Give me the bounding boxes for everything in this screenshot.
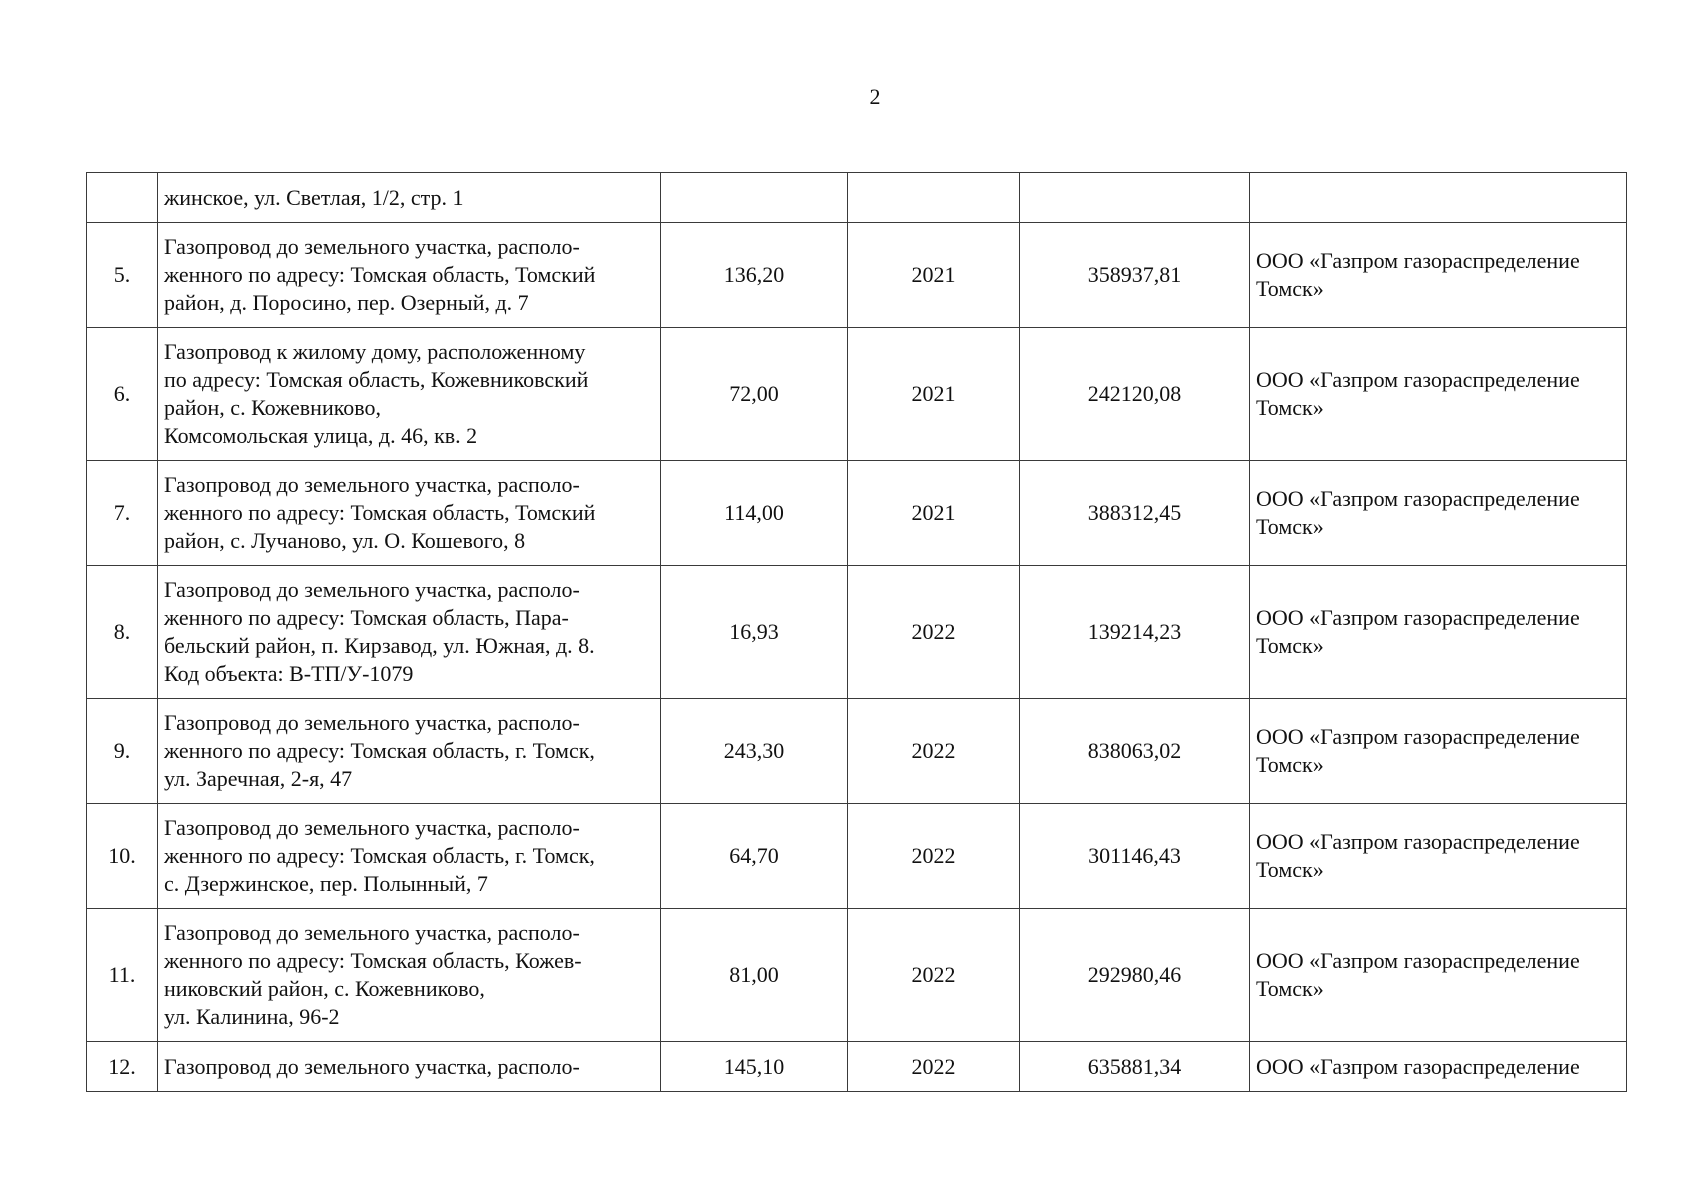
owner-organization: ООО «Газпром газораспределение Томск» (1250, 804, 1627, 909)
object-cost: 139214,23 (1020, 566, 1250, 699)
commission-year: 2022 (848, 699, 1020, 804)
page-number: 2 (869, 84, 881, 109)
row-number: 7. (87, 461, 158, 566)
table-row (87, 804, 1627, 909)
commission-year: 2022 (848, 566, 1020, 699)
object-name: жинское, ул. Светлая, 1/2, стр. 1 (158, 173, 661, 223)
row-number: 5. (87, 223, 158, 328)
commission-year: 2022 (848, 804, 1020, 909)
object-cost: 242120,08 (1020, 328, 1250, 461)
object-name: Газопровод до земельного участка, располо- женного по адресу: Томская область, Пара- бельский район, п. Кирзавод, ул. Южная, д. 8. Код объекта: В-ТП/У-1079 (158, 566, 661, 699)
commission-year: 2021 (848, 328, 1020, 461)
row-number: 10. (87, 804, 158, 909)
object-cost: 301146,43 (1020, 804, 1250, 909)
table-row (87, 223, 1627, 328)
row-number: 11. (87, 909, 158, 1042)
table-row (87, 1042, 1627, 1092)
table-row (87, 461, 1627, 566)
owner-organization: ООО «Газпром газораспределение (1250, 1042, 1627, 1092)
owner-organization: ООО «Газпром газораспределение Томск» (1250, 461, 1627, 566)
owner-organization: ООО «Газпром газораспределение Томск» (1250, 328, 1627, 461)
owner-organization: ООО «Газпром газораспределение Томск» (1250, 223, 1627, 328)
object-cost: 358937,81 (1020, 223, 1250, 328)
commission-year: 2021 (848, 461, 1020, 566)
commission-year (848, 173, 1020, 223)
row-number (87, 173, 158, 223)
object-name: Газопровод до земельного участка, располо- женного по адресу: Томская область, Томский район, д. Поросино, пер. Озерный, д. 7 (158, 223, 661, 328)
object-cost: 388312,45 (1020, 461, 1250, 566)
object-name: Газопровод до земельного участка, располо- женного по адресу: Томская область, г. Томск, с. Дзержинское, пер. Полынный, 7 (158, 804, 661, 909)
table-row (87, 566, 1627, 699)
table-row (87, 909, 1627, 1042)
commission-year: 2022 (848, 909, 1020, 1042)
object-cost (1020, 173, 1250, 223)
gas-pipeline-registry-table (86, 172, 1627, 1092)
table-row (87, 699, 1627, 804)
pipeline-length: 136,20 (661, 223, 848, 328)
pipeline-length: 64,70 (661, 804, 848, 909)
pipeline-length: 16,93 (661, 566, 848, 699)
table-row (87, 328, 1627, 461)
object-name: Газопровод до земельного участка, располо- женного по адресу: Томская область, Томский район, с. Лучаново, ул. О. Кошевого, 8 (158, 461, 661, 566)
object-cost: 838063,02 (1020, 699, 1250, 804)
row-number: 6. (87, 328, 158, 461)
pipeline-length: 145,10 (661, 1042, 848, 1092)
pipeline-length (661, 173, 848, 223)
object-name: Газопровод до земельного участка, располо- женного по адресу: Томская область, Кожев- никовский район, с. Кожевниково, ул. Калинина, 96-2 (158, 909, 661, 1042)
commission-year: 2022 (848, 1042, 1020, 1092)
commission-year: 2021 (848, 223, 1020, 328)
object-name: Газопровод к жилому дому, расположенному по адресу: Томская область, Кожевниковский район, с. Кожевниково, Комсомольская улица, д. 46, кв. 2 (158, 328, 661, 461)
object-name: Газопровод до земельного участка, располо- (158, 1042, 661, 1092)
table-row (87, 173, 1627, 223)
object-cost: 292980,46 (1020, 909, 1250, 1042)
row-number: 8. (87, 566, 158, 699)
pipeline-length: 114,00 (661, 461, 848, 566)
row-number: 12. (87, 1042, 158, 1092)
pipeline-length: 72,00 (661, 328, 848, 461)
pipeline-length: 243,30 (661, 699, 848, 804)
owner-organization (1250, 173, 1627, 223)
row-number: 9. (87, 699, 158, 804)
owner-organization: ООО «Газпром газораспределение Томск» (1250, 909, 1627, 1042)
object-name: Газопровод до земельного участка, располо- женного по адресу: Томская область, г. Томск, ул. Заречная, 2-я, 47 (158, 699, 661, 804)
owner-organization: ООО «Газпром газораспределение Томск» (1250, 699, 1627, 804)
owner-organization: ООО «Газпром газораспределение Томск» (1250, 566, 1627, 699)
object-cost: 635881,34 (1020, 1042, 1250, 1092)
pipeline-length: 81,00 (661, 909, 848, 1042)
